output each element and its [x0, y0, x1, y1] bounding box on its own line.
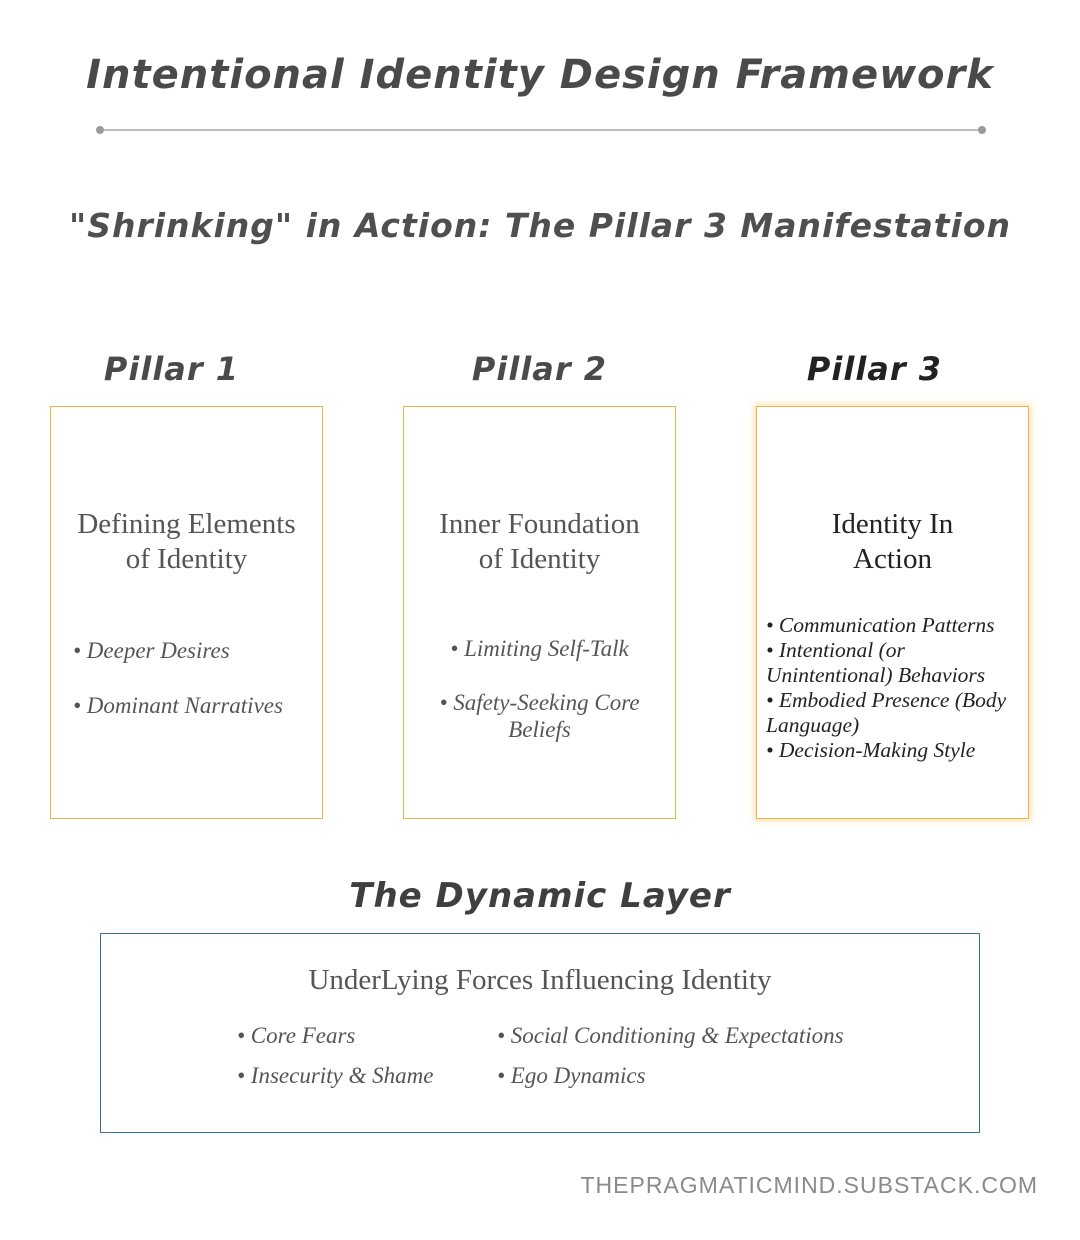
pillar-3-box	[756, 406, 1029, 819]
pillar-1-heading: Pillar 1	[103, 350, 240, 388]
pillar-1-box	[50, 406, 323, 819]
forces-right-list	[497, 1022, 844, 1102]
list-item: • Social Conditioning & Expectations	[497, 1023, 844, 1048]
pillar-2-heading: Pillar 2	[471, 350, 608, 388]
pillar-3-bullet-list	[766, 613, 1024, 763]
list-item: • Embodied Presence (Body Language)	[766, 688, 1007, 737]
pillar-2-box-title	[404, 507, 675, 577]
list-item: • Core Fears	[237, 1023, 356, 1048]
pillar-3-box-title	[757, 507, 1028, 577]
list-item: • Ego Dynamics	[497, 1063, 646, 1088]
list-item: • Dominant Narratives	[73, 693, 283, 718]
pillar-2-box	[403, 406, 676, 819]
list-item: • Communication Patterns	[766, 613, 995, 637]
pillar-1-title-line-2: of Identity	[125, 543, 248, 575]
dynamic-layer-box	[100, 933, 980, 1133]
diagram-subtitle: "Shrinking" in Action: The Pillar 3 Manifestation	[69, 206, 1011, 245]
list-item: • Intentional (or Unintentional) Behaviors	[766, 638, 986, 687]
pillar-2-title-line-2: of Identity	[478, 543, 601, 575]
pillar-1-bullet-list	[73, 637, 314, 747]
list-item: • Limiting Self-Talk	[450, 636, 629, 661]
pillar-3-heading: Pillar 3	[806, 350, 943, 388]
pillar-1-title-line-1: Defining Elements	[77, 508, 296, 540]
pillar-1-box-title	[51, 507, 322, 577]
diagram-title: Intentional Identity Design Framework	[86, 52, 994, 98]
list-item: • Decision-Making Style	[766, 738, 976, 762]
pillar-3-title-line-2: Action	[853, 543, 932, 575]
list-item: • Insecurity & Shame	[237, 1063, 434, 1088]
title-divider	[96, 124, 986, 136]
dynamic-layer-heading: The Dynamic Layer	[349, 876, 731, 916]
pillar-2-bullet-list	[412, 635, 667, 770]
list-item: • Safety-Seeking Core Beliefs	[439, 690, 640, 742]
footer-url: THEPRAGMATICMIND.SUBSTACK.COM	[580, 1172, 1038, 1198]
list-item: • Deeper Desires	[73, 638, 230, 663]
pillar-3-title-line-1: Identity In	[831, 508, 954, 540]
pillar-2-title-line-1: Inner Foundation	[439, 508, 640, 540]
forces-left-list	[237, 1022, 433, 1102]
dynamic-layer-box-title: UnderLying Forces Influencing Identity	[308, 964, 772, 996]
